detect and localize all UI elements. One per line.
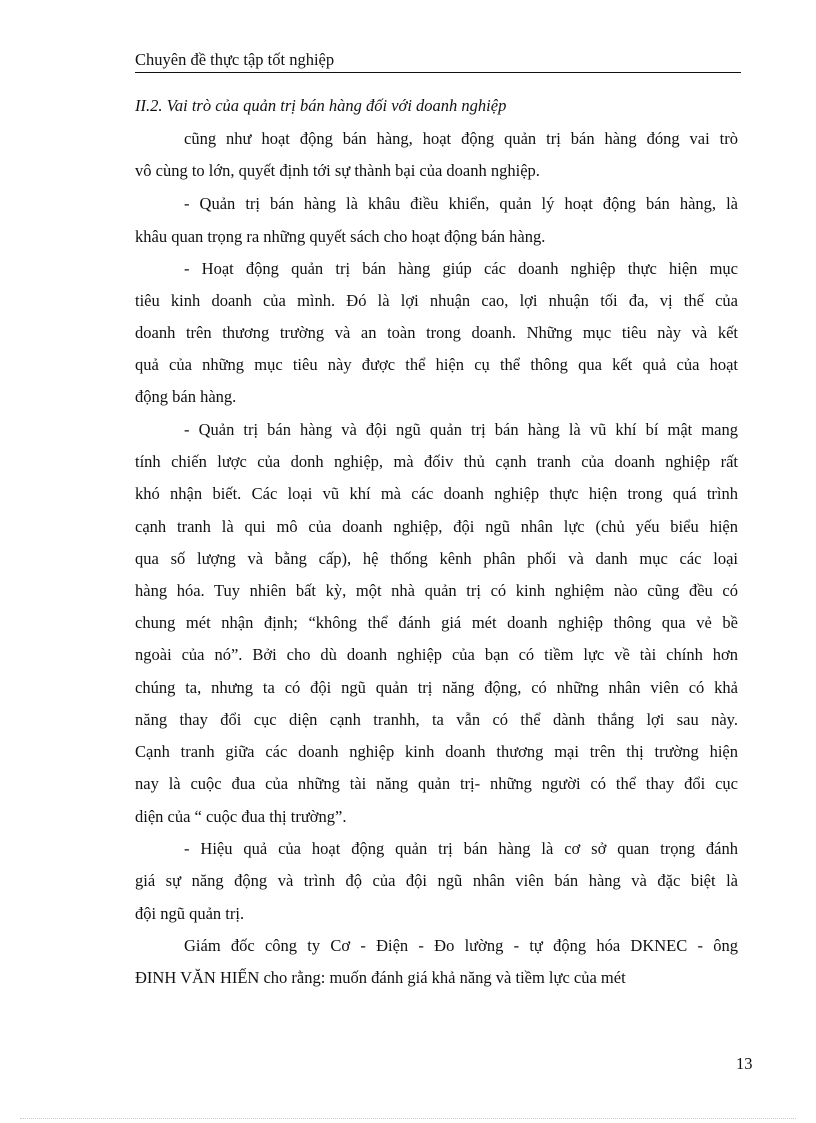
body-line: - Quản trị bán hàng và đội ngũ quản trị bán hàng là vũ khí bí mật mang (184, 420, 738, 439)
body-line: chúng ta, nhưng ta có đội ngũ quản trị năng động, có những nhân viên có khả (135, 678, 738, 697)
body-line: chung mét nhận định; “không thể đánh giá mét doanh nghiệp thông qua vẻ bề (135, 613, 738, 632)
body-line: - Hiệu quả của hoạt động quản trị bán hàng là cơ sở quan trọng đánh (184, 839, 738, 858)
body-line: Cạnh tranh giữa các doanh nghiệp kinh doanh thương mại trên thị trường hiện (135, 742, 738, 761)
page-bottom-divider (20, 1118, 796, 1119)
body-line: tính chiến lược của donh nghiệp, mà đốiv thủ cạnh tranh của doanh nghiệp rất (135, 452, 738, 471)
body-line: quả của những mục tiêu này được thể hiện cụ thể thông qua kết quả của hoạt (135, 355, 738, 374)
body-line: khâu quan trọng ra những quyết sách cho hoạt động bán hàng. (135, 227, 546, 246)
body-line: hàng hóa. Tuy nhiên bất kỳ, một nhà quản trị có kinh nghiệm nào cũng đều có (135, 581, 738, 600)
body-line: - Hoạt động quản trị bán hàng giúp các doanh nghiệp thực hiện mục (184, 259, 738, 278)
body-line: vô cùng to lớn, quyết định tới sự thành bại của doanh nghiệp. (135, 161, 540, 180)
body-line: diện của “ cuộc đua thị trường”. (135, 807, 347, 826)
body-line: tiêu kinh doanh của mình. Đó là lợi nhuận cao, lợi nhuận tối đa, vị thế của (135, 291, 738, 310)
body-line: ngoài của nó”. Bởi cho dù doanh nghiệp của bạn có tiềm lực về tài chính hơn (135, 645, 738, 664)
body-line: giá sự năng động và trình độ của đội ngũ nhân viên bán hàng và đặc biệt là (135, 871, 738, 890)
page-header (135, 48, 741, 73)
page-number: 13 (736, 1054, 753, 1073)
body-line: ĐINH VĂN HIẾN cho rằng: muốn đánh giá khả năng và tiềm lực của mét (135, 968, 626, 987)
body-line: cũng như hoạt động bán hàng, hoạt động quản trị bán hàng đóng vai trò (184, 129, 738, 148)
body-line: nay là cuộc đua của những tài năng quản trị- những người có thể thay đổi cục (135, 774, 738, 793)
body-line: - Quản trị bán hàng là khâu điều khiển, quản lý hoạt động bán hàng, là (184, 194, 738, 213)
body-line: doanh trên thương trường và an toàn trong doanh. Những mục tiêu này và kết (135, 323, 738, 342)
body-line: Giám đốc công ty Cơ - Điện - Đo lường - tự động hóa DKNEC - ông (184, 936, 738, 955)
body-line: khó nhận biết. Các loại vũ khí mà các doanh nghiệp thực hiện trong quá trình (135, 484, 738, 503)
body-line: qua số lượng và bằng cấp), hệ thống kênh phân phối và danh mục các loại (135, 549, 738, 568)
section-title: II.2. Vai trò của quản trị bán hàng đối với doanh nghiệp (135, 96, 507, 115)
header-title: Chuyên đề thực tập tốt nghiệp (135, 50, 335, 69)
body-line: động bán hàng. (135, 387, 237, 406)
body-line: đội ngũ quản trị. (135, 904, 245, 923)
body-line: năng thay đổi cục diện cạnh tranhh, ta vẫn có thể dành thắng lợi sau này. (135, 710, 738, 729)
body-line: cạnh tranh là qui mô của doanh nghiệp, đội ngũ nhân lực (chủ yếu biểu hiện (135, 517, 738, 536)
